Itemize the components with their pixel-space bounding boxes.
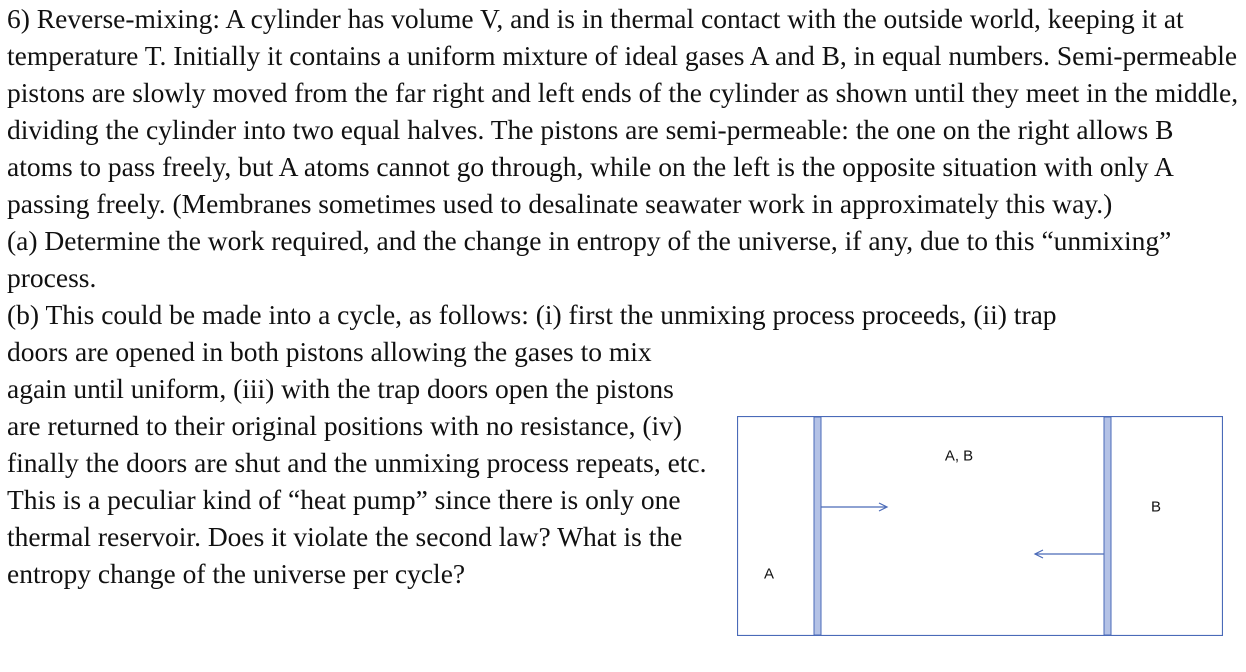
cylinder-outline	[738, 417, 1223, 636]
part-b-first-line: (b) This could be made into a cycle, as follows: (i) first the unmixing process proceeds, (ii) trap	[7, 299, 1057, 330]
problem-intro: 6) Reverse-mixing: A cylinder has volume V, and is in thermal contact with the outside world, keeping it at temperature T. Initially it contains a uniform mixture of ideal gases A and B, in equal numbers. Semi-permeable pistons are slowly moved from the far right and left ends of the cylinder as shown until they meet in the middle, dividing the cylinder into two equal halves. The pistons are semi-permeable: the one on the right allows B atoms to pass freely, but A atoms cannot go through, while on the left is the opposite situation with only A passing freely. (Membranes sometimes used to desalinate seawater work in approximately this way.)	[7, 3, 1239, 219]
part-b-continuation: doors are opened in both pistons allowing the gases to mix again until uniform, (iii) with the trap doors open the pistons are returned to their original positions with no resistance, (iv) finally the doors are shut and the unmixing process repeats, etc. This is a peculiar kind of “heat pump” since there is only one thermal reservoir. Does it violate the second law? What is the entropy change of the universe per cycle?	[7, 336, 707, 589]
part-a: (a) Determine the work required, and the change in entropy of the universe, if any, due to this “unmixing” process.	[7, 225, 1172, 293]
left-piston	[814, 417, 821, 635]
label-gas-b: B	[1150, 498, 1162, 516]
cylinder-svg	[737, 416, 1223, 636]
label-gas-a: A	[763, 565, 775, 583]
right-piston	[1104, 417, 1111, 635]
cylinder-diagram	[737, 416, 1223, 636]
label-gas-ab: A, B	[944, 447, 974, 465]
